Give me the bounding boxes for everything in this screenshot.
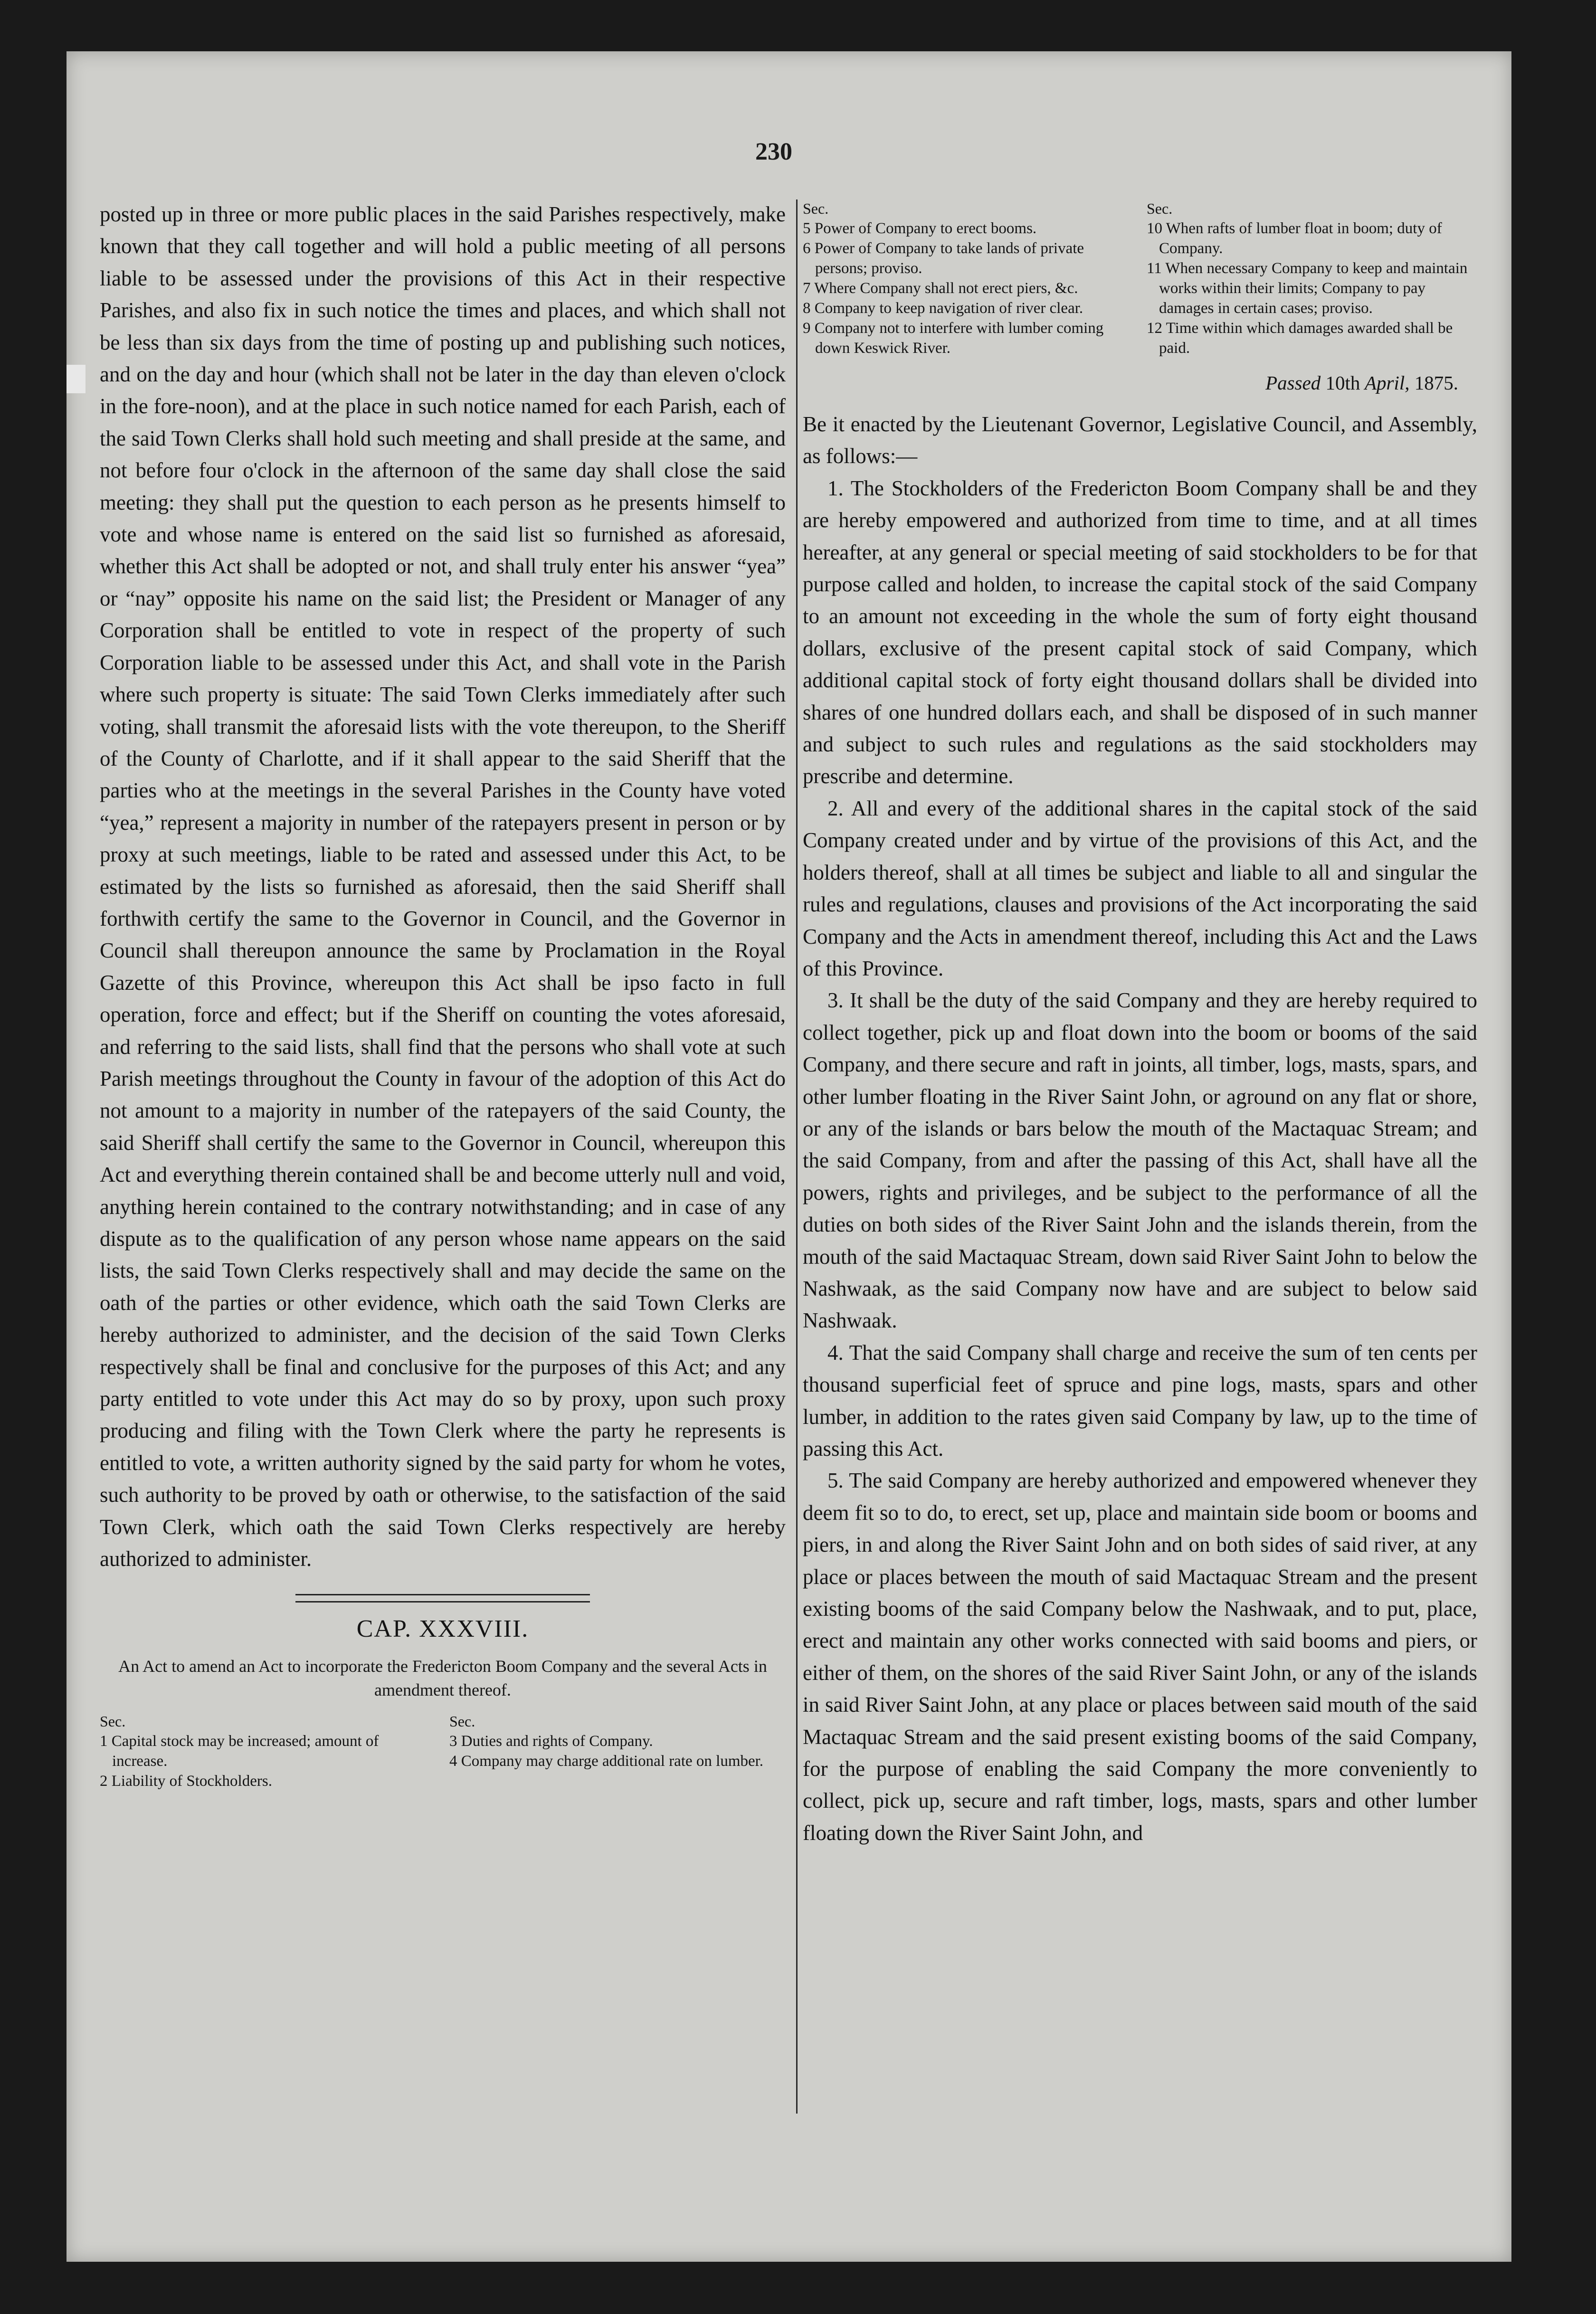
section-index-column — [1147, 199, 1477, 358]
section-index-item: 12 Time within which damages awarded shall be paid. — [1147, 320, 1453, 357]
chapter-rule — [295, 1594, 590, 1603]
section-index-item: 2 Liability of Stockholders. — [100, 1773, 272, 1790]
section-paragraph: 3. It shall be the duty of the said Company and they are hereby required to collect together, pick up and float down into the boom or booms of the said Company, and there secure and raft in joints, all timber, logs, masts, spars, and other lumber floating in the River Saint John, or aground on any flat or shore, or any of the islands or bars below the mouth of the Mactaquac Stream; and the said Company, from and after the passing of this Act, shall have all the powers, rights and privileges, and be subject to the performance of all the duties on both sides of the River Saint John and the islands therein, from the mouth of the said Mactaquac Stream, down said River Saint John to below the Nashwaak, as the said Company now have and are subject to below said Nashwaak. — [803, 988, 1477, 1333]
page-number: 230 — [755, 138, 792, 165]
left-body-text — [100, 199, 786, 1575]
section-paragraph: 5. The said Company are hereby authorized and empowered whenever they deem fit so to do, to erect, set up, place and maintain side boom or booms and piers, in and along the River Saint John and on both sides of said river, at any place or places between the mouth of said Mactaquac Stream and the present existing booms of the said Company below the Nashwaak, and to put, place, erect and maintain any other works connected with said booms and piers, or either of them, on the shores of the said River Saint John, or any of the islands in said River Saint John, at any place or places between said mouth of the said Mactaquac Stream and the said present existing booms of the said Company, for the purpose of enabling the said Company the more conveniently to collect, pick up, secure and raft timber, logs, masts, spars and other lumber floating down the River Saint John, and — [803, 1469, 1477, 1845]
left-paragraph: posted up in three or more public places in the said Parishes respectively, make known that they call together and will hold a public meeting of all persons liable to be assessed under the provisions of this Act in their respective Parishes, and also fix in such notice the times and places, and which shall not be less than six days from the time of posting up and publishing such notices, and on the day and hour (which shall not be later in the day than eleven o'clock in the fore-noon), and at the place in such notice named for each Parish, each of the said Town Clerks shall hold such meeting and shall preside at the same, and not before four o'clock in the afternoon of the same day shall close the said meeting: they shall put the question to each person as he presents himself to vote and whose name is entered on the said list so furnished as aforesaid, whether this Act shall be adopted or not, and shall truly enter his answer “yea” or “nay” opposite his name on the said list; the President or Manager of any Corporation shall be entitled to vote in respect of the property of such Corporation liable to be assessed under this Act, and shall vote in the Parish where such property is situate: The said Town Clerks immediately after such voting, shall transmit the aforesaid lists with the vote thereupon, to the Sheriff of the County of Charlotte, and if it shall appear to the said Sheriff that the parties who at the meetings in the several Parishes in the County have voted “yea,” represent a majority in number of the ratepayers present in person or by proxy at such meetings, liable to be rated and assessed under this Act, to be estimated by the lists so furnished as aforesaid, then the said Sheriff shall forthwith certify the same to the Governor in Council, and the Governor in Council shall thereupon announce the same by Proclamation in the Royal Gazette of this Province, whereupon this Act shall be ipso facto in full operation, force and effect; but if the Sheriff on counting the votes aforesaid, and referring to the said lists, shall find that the persons who shall vote at such Parish meetings throughout the County in favour of the adoption of this Act do not amount to a majority in number of the ratepayers of the said County, the said Sheriff shall certify the same to the Governor in Council, whereupon this Act and everything therein contained shall be and become utterly null and void, anything herein contained to the contrary notwithstanding; and in case of any dispute as to the qualification of any person whose name appears on the said lists, the said Town Clerks respectively shall and may decide the same on the oath of the parties or other evidence, which oath the said Town Clerks are hereby authorized to administer, and the decision of the said Town Clerks respectively shall be final and conclusive for the purposes of this Act; and any party entitled to vote under this Act may do so by proxy, upon such proxy producing and filing with the Town Clerk where the party he represents is entitled to vote, a written authority signed by the said party for whom he votes, such authority to be proved by oath or otherwise, to the satisfaction of the said Town Clerk, which oath the said Town Clerks respectively are hereby authorized to administer. — [100, 202, 786, 1571]
right-column — [803, 199, 1477, 1849]
section-index-item: 6 Power of Company to take lands of private persons; proviso. — [803, 240, 1084, 277]
section-index-column — [803, 199, 1133, 358]
section-index-column — [100, 1711, 436, 1791]
passed-day: 10th — [1325, 372, 1360, 394]
section-index-item: 7 Where Company shall not erect piers, &c. — [803, 280, 1078, 297]
passed-month: April, — [1364, 372, 1410, 394]
right-body-text — [803, 408, 1477, 1849]
section-index-item: 4 Company may charge additional rate on lumber. — [449, 1753, 764, 1770]
section-index-head: Sec. — [100, 1713, 126, 1730]
passed-year: 1875. — [1414, 372, 1458, 394]
page-edge-mark — [66, 365, 86, 393]
chapter-description: An Act to amend an Act to incorporate the Fredericton Boom Company and the several Acts in amendment thereof. — [118, 1657, 767, 1700]
section-paragraph: 4. That the said Company shall charge and receive the sum of ten cents per thousand superficial feet of spruce and pine logs, masts, spars and other lumber, in addition to the rates given said Company by law, up to the time of passing this Act. — [803, 1340, 1477, 1460]
section-index-head: Sec. — [803, 200, 829, 217]
section-index-head: Sec. — [1147, 200, 1173, 217]
section-paragraph: 1. The Stockholders of the Fredericton Boom Company shall be and they are hereby empowered and authorized from time to time, and at all times hereafter, at any general or special meeting of said stockholders to be for that purpose called and holden, to increase the capital stock of the said Company to an amount not exceeding in the whole the sum of forty eight thousand dollars, exclusive of the present capital stock of said Company, which additional capital stock of forty eight thousand dollars shall be divided into shares of one hundred dollars each, and shall be disposed of in such manner and subject to such rules and regulations as the said stockholders may prescribe and determine. — [803, 476, 1477, 788]
passed-prefix: Passed — [1265, 372, 1321, 394]
section-index-item: 9 Company not to interfere with lumber coming down Keswick River. — [803, 320, 1104, 357]
section-paragraph: 2. All and every of the additional shares in the capital stock of the said Company created under and by virtue of the provisions of this Act, and the holders thereof, shall at all times be subject and liable to all and singular the rules and regulations, clauses and provisions of the Act incorporating the said Company and the Acts in amendment thereof, including this Act and the Laws of this Province. — [803, 796, 1477, 980]
section-index-item: 3 Duties and rights of Company. — [449, 1733, 653, 1750]
chapter-section-index — [100, 1711, 786, 1791]
act-section-index — [803, 199, 1477, 358]
section-index-item: 10 When rafts of lumber float in boom; duty of Company. — [1147, 220, 1442, 257]
chapter-title: CAP. XXXVIII. — [356, 1615, 529, 1643]
enacting-clause: Be it enacted by the Lieutenant Governor, Legislative Council, and Assembly, as follows:— — [803, 412, 1477, 468]
section-index-head: Sec. — [449, 1713, 475, 1730]
section-index-column — [449, 1711, 786, 1791]
passed-date — [803, 371, 1458, 394]
section-index-item: 5 Power of Company to erect booms. — [803, 220, 1037, 237]
left-column — [100, 199, 786, 1791]
section-index-item: 8 Company to keep navigation of river clear. — [803, 300, 1083, 317]
section-index-item: 11 When necessary Company to keep and maintain works within their limits; Company to pay damages in certain cases; proviso. — [1147, 260, 1468, 317]
column-divider — [796, 199, 798, 2114]
section-index-item: 1 Capital stock may be increased; amount of increase. — [100, 1733, 379, 1770]
